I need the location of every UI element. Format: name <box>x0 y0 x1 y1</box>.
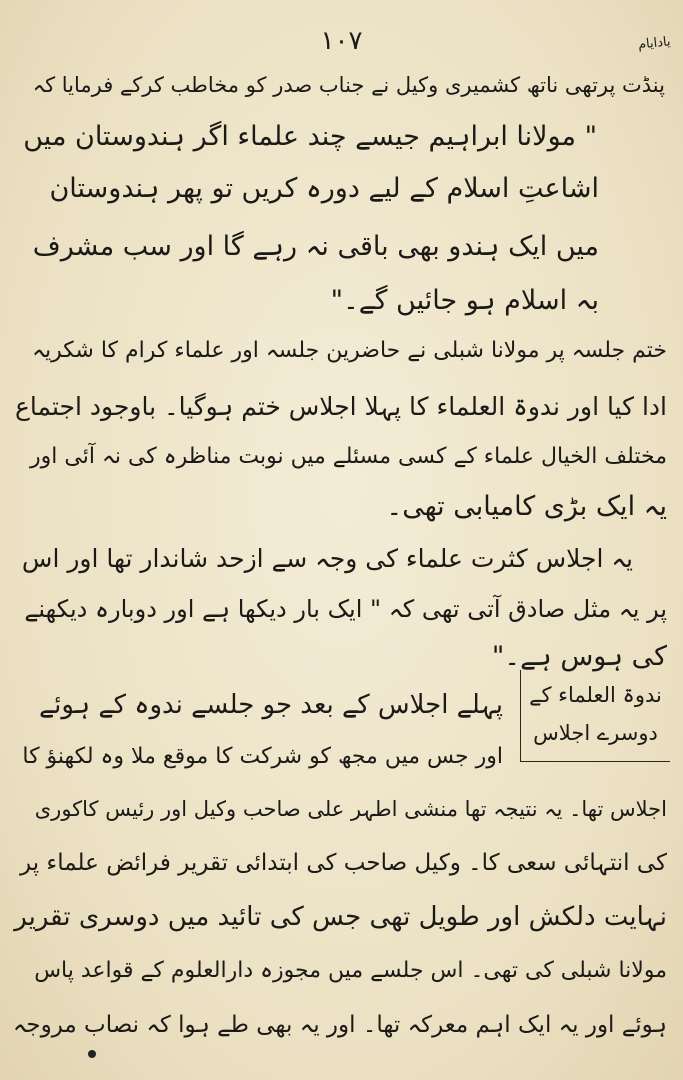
text-line: کی ہوس ہے۔" <box>491 641 667 672</box>
text-line: ادا کیا اور ندوۃ العلماء کا پہلا اجلاس ختم ہوگیا۔ باوجود اجتماع <box>15 392 667 421</box>
text-line: پہلے اجلاس کے بعد جو جلسے ندوہ کے ہوئے <box>38 690 503 720</box>
text-line: مولانا شبلی کی تھی۔ اس جلسے میں مجوزہ دارالعلوم کے قواعد پاس <box>34 958 667 983</box>
text-line: پنڈت پرتھی ناتھ کشمیری وکیل نے جناب صدر کو مخاطب کرکے فرمایا کہ <box>32 73 665 97</box>
margin-note <box>520 670 670 762</box>
text-line: نہایت دلکش اور طویل تھی جس کی تائید میں دوسری تقریر <box>14 902 667 932</box>
text-line: اشاعتِ اسلام کے لیے دورہ کریں تو پھر ہندوستان <box>49 173 599 204</box>
page-number: ۱۰۷ <box>320 26 363 56</box>
text-line: پر یہ مثل صادق آتی تھی کہ " ایک بار دیکھا ہے اور دوبارہ دیکھنے <box>24 595 667 623</box>
corner-note: یادایام <box>637 34 672 53</box>
text-line: کی انتہائی سعی کا۔ وکیل صاحب کی ابتدائی تقریر فرائض علماء پر <box>20 850 667 876</box>
text-line: یہ ایک بڑی کامیابی تھی۔ <box>386 491 667 522</box>
text-line: اور جس میں مجھ کو شرکت کا موقع ملا وہ لکھنؤ کا <box>22 744 503 769</box>
margin-note-line: ندوۃ العلماء کے <box>529 683 662 707</box>
text-line: بہ اسلام ہو جائیں گے۔" <box>330 285 599 316</box>
text-line: ختم جلسہ پر مولانا شبلی نے حاضرین جلسہ اور علماء کرام کا شکریہ <box>32 338 667 363</box>
text-line: اجلاس تھا۔ یہ نتیجہ تھا منشی اطہر علی صاحب وکیل اور رئیس کاکوری <box>34 797 667 821</box>
ink-dot <box>88 1050 96 1058</box>
text-line: میں ایک ہندو بھی باقی نہ رہے گا اور سب مشرف <box>32 231 599 262</box>
margin-note-line: دوسرے اجلاس <box>533 721 658 745</box>
text-line: " مولانا ابراہیم جیسے چند علماء اگر ہندوستان میں <box>23 121 597 152</box>
text-line: ہوئے اور یہ ایک اہم معرکہ تھا۔ اور یہ بھی طے ہوا کہ نصاب مروجہ <box>12 1012 667 1038</box>
text-line: مختلف الخیال علماء کے کسی مسئلے میں نوبت مناظرہ کی نہ آئی اور <box>30 444 667 469</box>
text-line: یہ اجلاس کثرت علماء کی وجہ سے ازحد شاندار تھا اور اس <box>21 544 633 573</box>
